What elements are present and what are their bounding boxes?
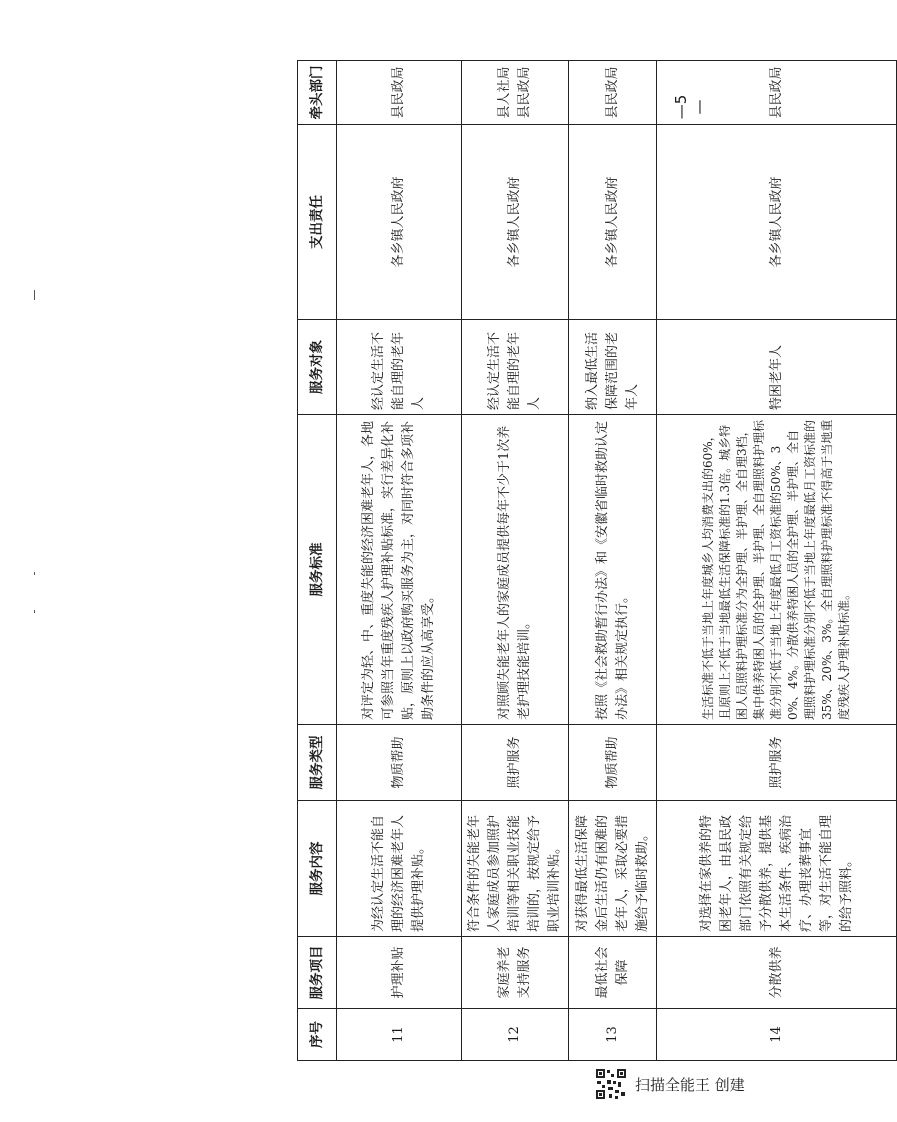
- qr-code-icon: [595, 1068, 627, 1100]
- table-header-row: [298, 61, 337, 1061]
- cell-expense: 各乡镇人民政府: [569, 125, 657, 320]
- cell-standard: 生活标准不低于当地上年度城乡人均消费支出的60%，且原则上不低于当地最低生活保障标准的1.3倍。城乡特困人员照料护理标准分为全护理、半护理、全自理3档，集中供养特困人员的全护理、半护理、全自理照料护理标准分别不低于当地上年度最低月工资标准的50%、30%、4%。分散供养特困人员的全护理、半护理、全自理照料护理标准分别不低于当地上年度最低月工资标准的35%、20%、3%。全自理照料护理标准不得高于当地重度残疾人护理补贴标准。: [657, 415, 897, 725]
- cell-dept: 县民政局: [337, 61, 462, 125]
- header-no: 序号: [298, 1009, 337, 1061]
- cell-type: 照护服务: [657, 725, 897, 801]
- header-type: 服务类型: [298, 725, 337, 801]
- header-standard: 服务标准: [298, 415, 337, 725]
- service-table: [297, 60, 897, 1061]
- cell-target: 纳入最低生活保障范围的老年人: [569, 320, 657, 415]
- cell-item: 护理补贴: [337, 937, 462, 1009]
- cell-content: 为经认定生活不能自理的经济困难老年人提供护理补贴。: [337, 801, 462, 937]
- rotated-table-container: [297, 61, 897, 1061]
- scan-artifact: [34, 290, 35, 300]
- cell-no: 14: [657, 1009, 897, 1061]
- header-expense: 支出责任: [298, 125, 337, 320]
- cell-type: 照护服务: [462, 725, 569, 801]
- cell-expense: 各乡镇人民政府: [337, 125, 462, 320]
- cell-dept: 县民政局: [657, 61, 897, 125]
- cell-target: 特困老年人: [657, 320, 897, 415]
- scanner-watermark: [595, 1068, 770, 1100]
- cell-item: 最低社会保障: [569, 937, 657, 1009]
- cell-no: 12: [462, 1009, 569, 1061]
- cell-target: 经认定生活不能自理的老年人: [337, 320, 462, 415]
- cell-standard: 对照顾失能老年人的家庭成员提供每年不少于1次养老护理技能培训。: [462, 415, 569, 725]
- cell-content: 对获得最低生活保障金后生活仍有困难的老年人，采取必要措施给予临时救助。: [569, 801, 657, 937]
- header-item: 服务项目: [298, 937, 337, 1009]
- cell-target: 经认定生活不能自理的老年人: [462, 320, 569, 415]
- table-row: [337, 61, 462, 1061]
- cell-dept: 县人社局 县民政局: [462, 61, 569, 125]
- table-row: [569, 61, 657, 1061]
- scanner-watermark-text: 扫描全能王 创建: [635, 1075, 745, 1094]
- cell-dept: 县民政局: [569, 61, 657, 125]
- header-content: 服务内容: [298, 801, 337, 937]
- cell-standard: 对评定为轻、中、重度失能的经济困难老年人，各地可参照当年重度残疾人护理补贴标准，实行差异化补贴，原则上以政府购买服务为主，对同时符合多项补助条件的应从高享受。: [337, 415, 462, 725]
- cell-expense: 各乡镇人民政府: [657, 125, 897, 320]
- table-row: [462, 61, 569, 1061]
- cell-type: 物质帮助: [337, 725, 462, 801]
- cell-no: 13: [569, 1009, 657, 1061]
- cell-no: 11: [337, 1009, 462, 1061]
- table-row: [657, 61, 897, 1061]
- cell-content: 符合条件的失能老年人家庭成员参加照护培训等相关职业技能培训的，按规定给予职业培训补贴。: [462, 801, 569, 937]
- cell-type: 物质帮助: [569, 725, 657, 801]
- cell-item: 分散供养: [657, 937, 897, 1009]
- header-dept: 牵头部门: [298, 61, 337, 125]
- scan-artifact: [34, 610, 35, 613]
- cell-content: 对选择在家供养的特困老年人，由县民政部门依照有关规定给予分散供养，提供基本生活条件、疾病治疗、办理丧葬事宜等，对生活不能自理的给予照料。: [657, 801, 897, 937]
- scan-artifact: [34, 572, 35, 575]
- cell-standard: 按照《社会救助暂行办法》和《安徽省临时救助认定办法》相关规定执行。: [569, 415, 657, 725]
- cell-item: 家庭养老支持服务: [462, 937, 569, 1009]
- header-target: 服务对象: [298, 320, 337, 415]
- page-number: —5—: [672, 94, 708, 120]
- cell-expense: 各乡镇人民政府: [462, 125, 569, 320]
